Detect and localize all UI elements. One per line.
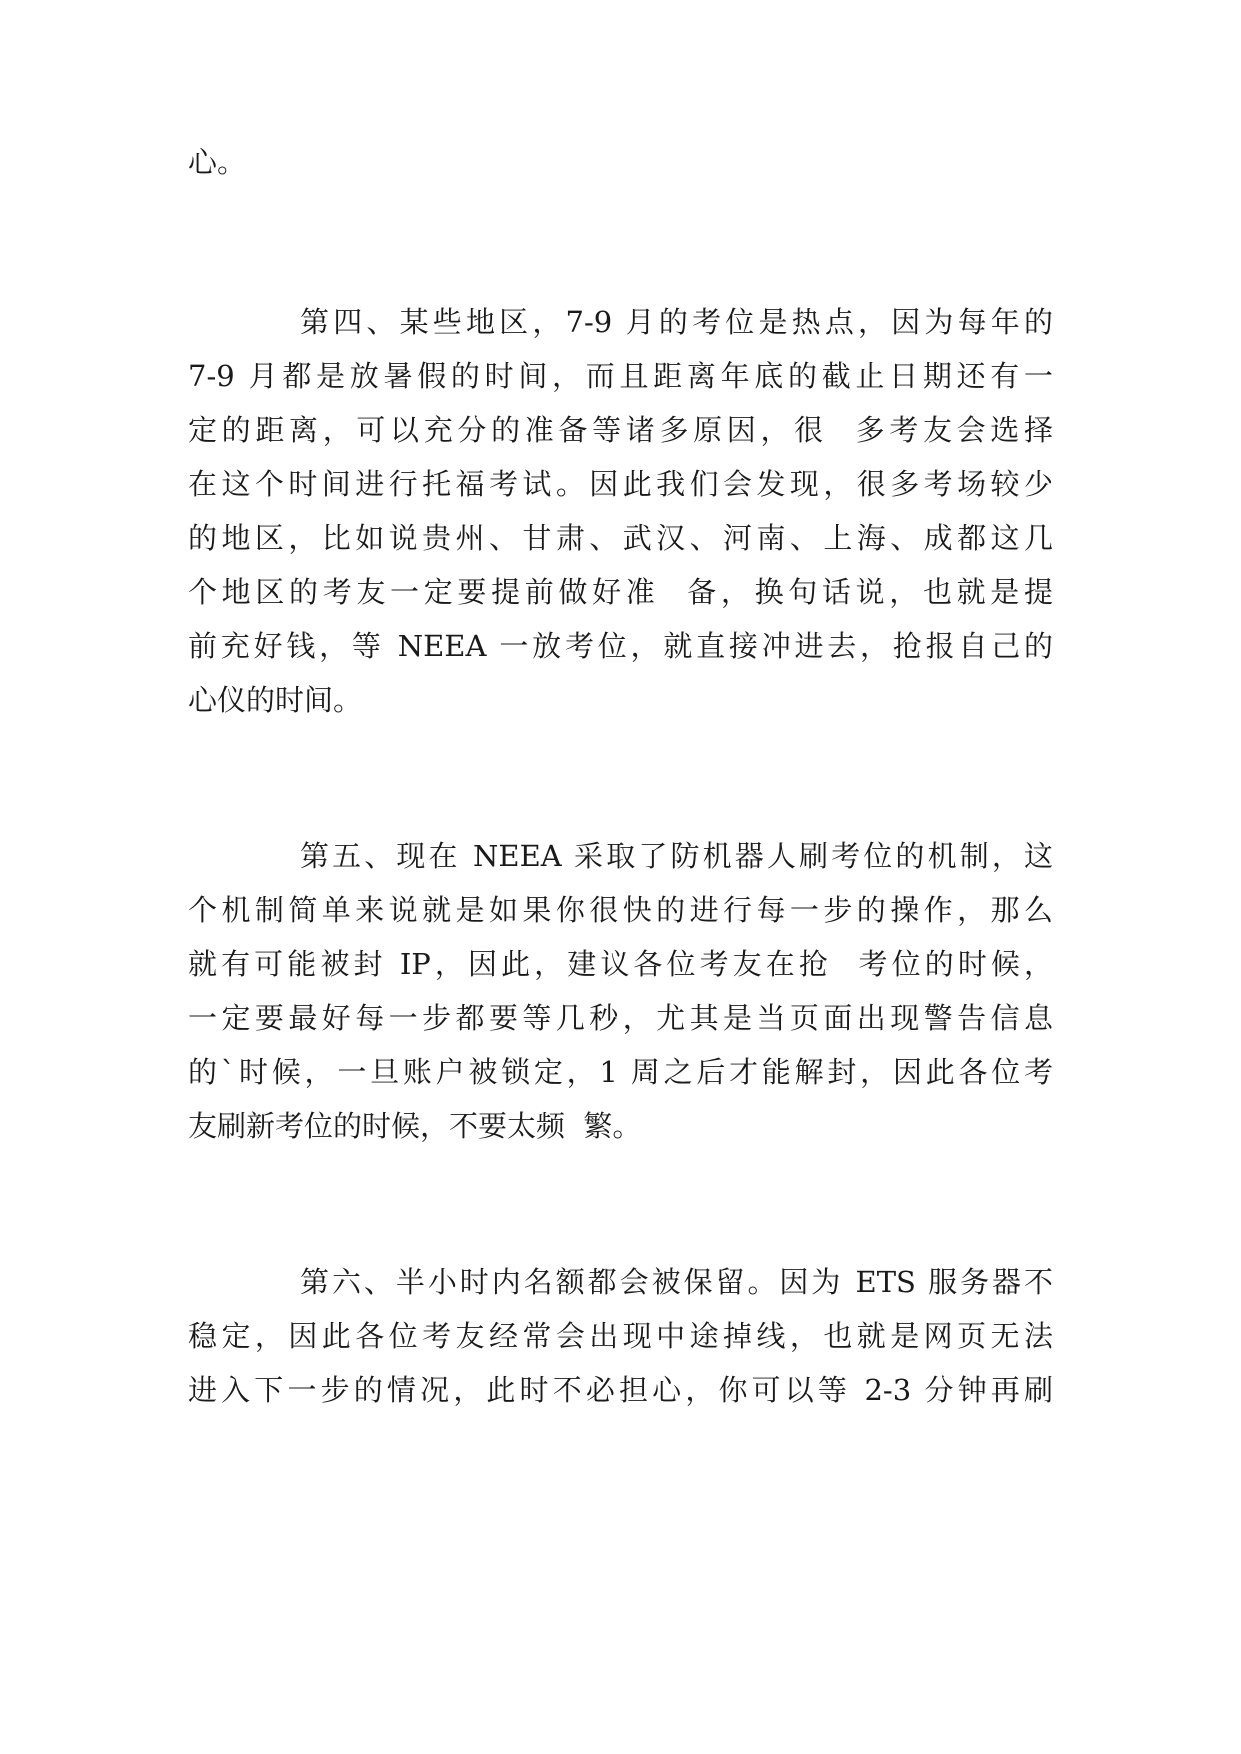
paragraph-line: 个机制简单来说就是如果你很快的进行每一步的操作，那么 <box>188 893 1053 927</box>
continuation-line: 心。 <box>188 145 247 179</box>
paragraph-line: 友刷新考位的时候，不要太频 繁。 <box>188 1109 642 1143</box>
paragraph-line: 心仪的时间。 <box>188 683 363 717</box>
paragraph-line: 在这个时间进行托福考试。因此我们会发现，很多考场较少 <box>188 467 1053 501</box>
paragraph-line: 前充好钱，等 NEEA 一放考位，就直接冲进去，抢报自己的 <box>188 629 1053 663</box>
paragraph-line: 第五、现在 NEEA 采取了防机器人刷考位的机制，这 <box>300 839 1053 873</box>
paragraph-line: 进入下一步的情况，此时不必担心，你可以等 2-3 分钟再刷 <box>188 1373 1053 1407</box>
paragraph-line: 稳定，因此各位考友经常会出现中途掉线，也就是网页无法 <box>188 1319 1053 1353</box>
paragraph-line: 第四、某些地区，7-9 月的考位是热点，因为每年的 <box>300 305 1053 339</box>
paragraph-line: 定的距离，可以充分的准备等诸多原因，很 多考友会选择 <box>188 413 1053 447</box>
paragraph-line: 的`时候，一旦账户被锁定，1 周之后才能解封，因此各位考 <box>188 1055 1053 1089</box>
paragraph-line: 第六、半小时内名额都会被保留。因为 ETS 服务器不 <box>300 1265 1053 1299</box>
paragraph-line: 就有可能被封 IP，因此，建议各位考友在抢 考位的时候， <box>188 947 1053 981</box>
paragraph-line: 7-9 月都是放暑假的时间，而且距离年底的截止日期还有一 <box>188 359 1053 393</box>
paragraph-line: 的地区，比如说贵州、甘肃、武汉、河南、上海、成都这几 <box>188 521 1053 555</box>
paragraph-line: 个地区的考友一定要提前做好准 备，换句话说，也就是提 <box>188 575 1053 609</box>
paragraph-line: 一定要最好每一步都要等几秒，尤其是当页面出现警告信息 <box>188 1001 1053 1035</box>
